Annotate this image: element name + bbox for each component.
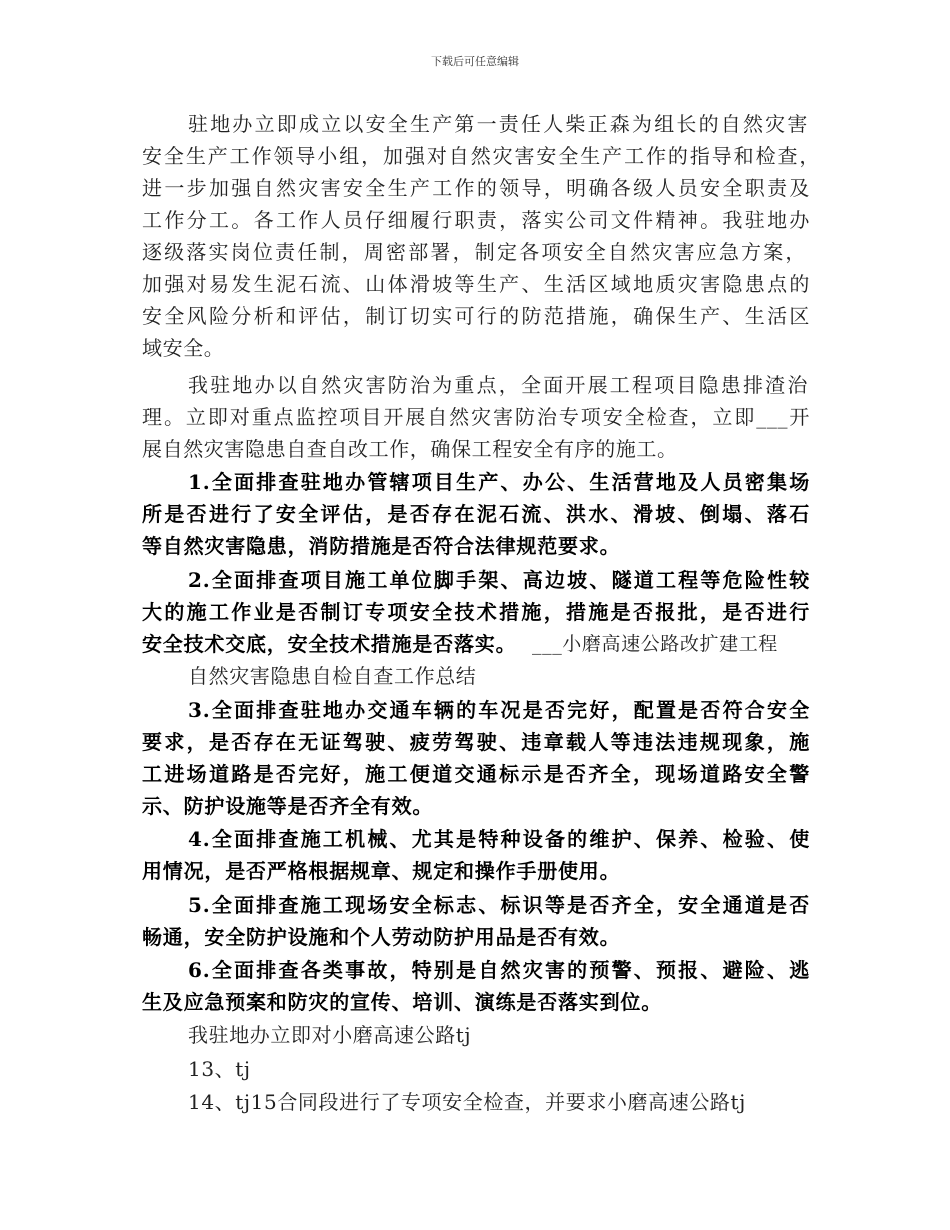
item-1-line: 所是否进行了安全评估，是否存在泥石流、洪水、滑坡、倒塌、落石 <box>142 502 810 526</box>
paragraph-line: 进一步加强自然灾害安全生产工作的领导，明确各级人员安全职责及 <box>142 176 810 200</box>
item-3-line: 要求，是否存在无证驾驶、疲劳驾驶、违章载人等违法违规现象，施 <box>142 730 810 754</box>
page-header-note: 下载后可任意编辑 <box>431 55 519 68</box>
paragraph-line: 驻地办立即成立以安全生产第一责任人柴正森为组长的自然灾害 <box>188 112 808 136</box>
item-3-line: 工进场道路是否完好，施工便道交通标示是否齐全，现场道路安全警 <box>142 762 810 786</box>
paragraph-line: 安全生产工作领导小组，加强对自然灾害安全生产工作的指导和检查， <box>142 144 820 168</box>
item-2-line: 2.全面排查项目施工单位脚手架、高边坡、隧道工程等危险性较 <box>188 568 810 592</box>
paragraph-line: 理。立即对重点监控项目开展自然灾害防治专项安全检查，立即___开 <box>142 405 810 429</box>
item-3-line: 3.全面排查驻地办交通车辆的车况是否完好，配置是否符合安全 <box>188 698 810 722</box>
item-3-line: 示、防护设施等是否齐全有效。 <box>142 794 434 818</box>
item-2-line: 安全技术交底，安全技术措施是否落实。 <box>142 632 517 656</box>
paragraph-line: 14、tj15合同段进行了专项安全检查，并要求小磨高速公路tj <box>188 1090 746 1114</box>
item-4-line: 4.全面排查施工机械、尤其是特种设备的维护、保养、检验、使 <box>188 827 810 851</box>
project-title-line: ___小磨高速公路改扩建工程 <box>532 633 778 655</box>
item-5-line: 畅通，安全防护设施和个人劳动防护用品是否有效。 <box>142 925 621 949</box>
item-1-line: 1.全面排查驻地办管辖项目生产、办公、生活营地及人员密集场 <box>188 470 810 494</box>
item-6-line: 6.全面排查各类事故，特别是自然灾害的预警、预报、避险、逃 <box>188 958 810 982</box>
paragraph-line: 安全风险分析和评估，制订切实可行的防范措施，确保生产、生活区 <box>142 304 810 328</box>
item-6-line: 生及应急预案和防灾的宣传、培训、演练是否落实到位。 <box>142 990 662 1014</box>
summary-title-line: 自然灾害隐患自检自查工作总结 <box>188 664 477 688</box>
paragraph-line: 逐级落实岗位责任制，周密部署，制定各项安全自然灾害应急方案， <box>142 240 806 264</box>
paragraph-line: 我驻地办立即对小磨高速公路tj <box>188 1023 472 1047</box>
item-5-line: 5.全面排查施工现场安全标志、标识等是否齐全，安全通道是否 <box>188 893 810 917</box>
paragraph-line: 工作分工。各工作人员仔细履行职责，落实公司文件精神。我驻地办 <box>142 208 810 232</box>
paragraph-line: 展自然灾害隐患自查自改工作，确保工程安全有序的施工。 <box>142 437 678 461</box>
paragraph-line: 我驻地办以自然灾害防治为重点，全面开展工程项目隐患排渣治 <box>188 373 808 397</box>
item-1-line: 等自然灾害隐患，消防措施是否符合法律规范要求。 <box>142 534 621 558</box>
paragraph-line: 域安全。 <box>142 336 225 360</box>
paragraph-line: 13、tj <box>188 1057 251 1081</box>
paragraph-line: 加强对易发生泥石流、山体滑坡等生产、生活区域地质灾害隐患点的 <box>142 272 810 296</box>
item-4-line: 用情况，是否严格根据规章、规定和操作手册使用。 <box>142 859 621 883</box>
item-2-line: 大的施工作业是否制订专项安全技术措施，措施是否报批，是否进行 <box>142 600 810 624</box>
